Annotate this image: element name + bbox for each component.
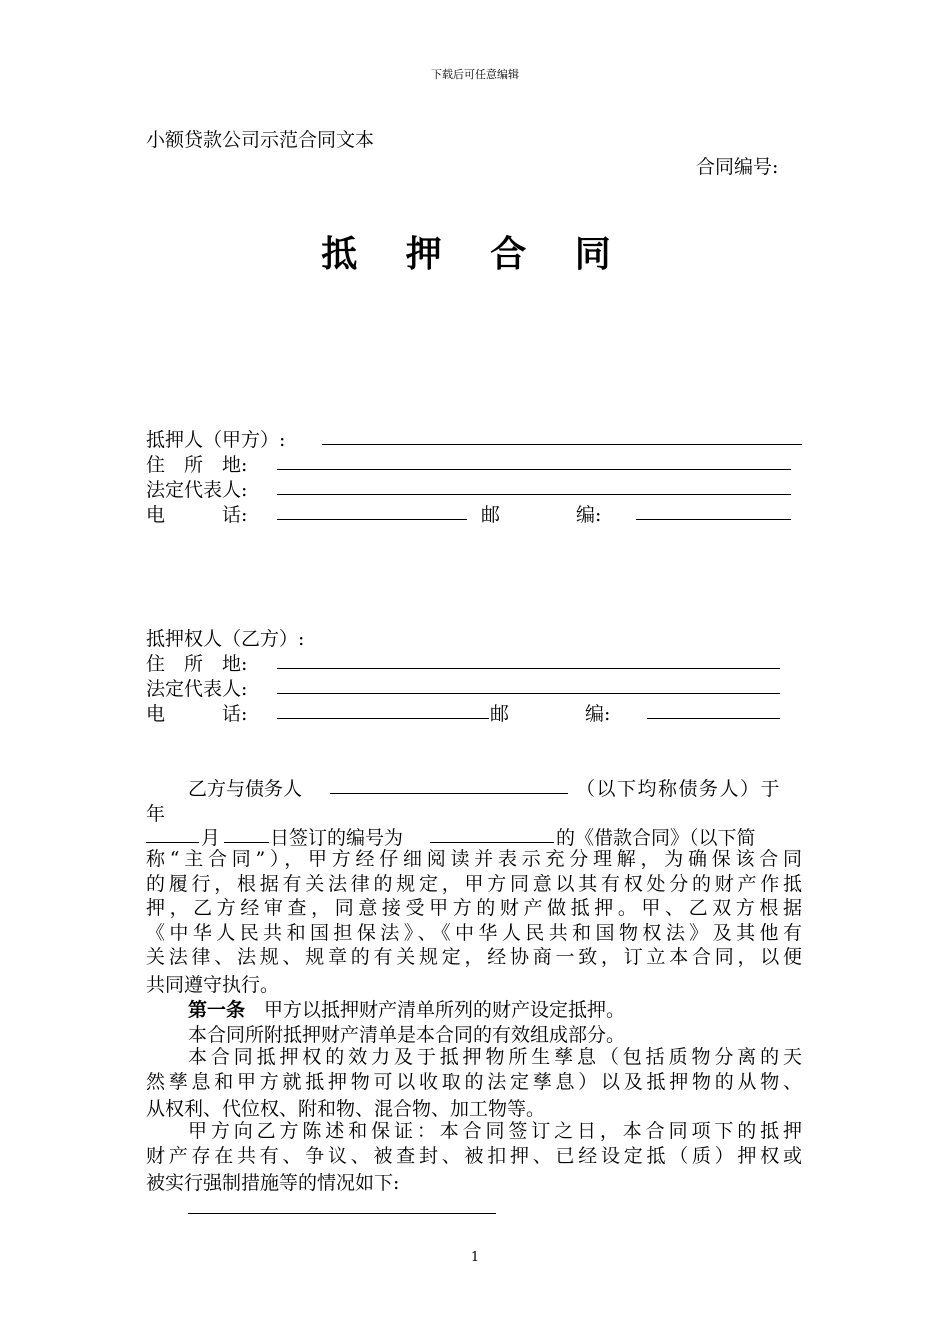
paragraph-3-last-line: 从权利、代位权、附和物、混合物、加工物等。	[146, 1098, 546, 1120]
party-a-postcode-label: 邮 编:	[481, 504, 602, 526]
loan-contract-number-field[interactable]	[430, 842, 554, 843]
party-b-phone-label: 电 话:	[146, 703, 248, 725]
paragraph-4-last-line: 被实行强制措施等的情况如下:	[146, 1172, 400, 1194]
paragraph-line: 《中华人民共和国担保法》、《中华人民共和国物权法》及其他有	[146, 921, 802, 944]
party-b-address-field[interactable]	[277, 668, 780, 669]
paragraph-line: 然孳息和甲方就抵押物可以收取的法定孳息）以及抵押物的从物、	[146, 1070, 802, 1093]
debtor-name-field[interactable]	[330, 793, 568, 794]
month-label: 月	[201, 827, 221, 849]
paragraph-line: 押，乙方经审查，同意接受甲方的财产做抵押。甲、乙双方根据	[146, 897, 802, 920]
month-field[interactable]	[146, 842, 199, 843]
page-number: 1	[470, 1250, 480, 1265]
party-a-phone-field[interactable]	[277, 519, 467, 520]
year-label: 年	[146, 803, 166, 825]
party-b-legal-rep-field[interactable]	[277, 693, 780, 694]
debtor-intro-text: 乙方与债务人	[188, 778, 303, 800]
document-title: 抵 押 合 同	[321, 234, 629, 275]
mortgagor-field[interactable]	[322, 444, 802, 445]
party-b-address-label: 住 所 地:	[146, 653, 248, 675]
paragraph-line: 称“主合同”），甲方经仔细阅读并表示充分理解，为确保该合同	[146, 848, 802, 870]
party-a-address-field[interactable]	[277, 469, 791, 470]
party-a-postcode-field[interactable]	[636, 519, 791, 520]
debtor-suffix-text: （以下均称债务人）于	[576, 778, 782, 800]
signed-number-text: 日签订的编号为	[270, 827, 404, 849]
article-1-text: 甲方以抵押财产清单所列的财产设定抵押。	[245, 999, 626, 1021]
paragraph-line: 关法律、法规、规章的有关规定，经协商一致，订立本合同，以便	[146, 946, 802, 969]
paragraph-1-last-line: 共同遵守执行。	[146, 974, 280, 996]
party-a-address-label: 住 所 地:	[146, 454, 248, 476]
paragraph-4	[146, 1119, 802, 1168]
article-1-label: 第一条	[188, 999, 246, 1021]
party-a-phone-label: 电 话:	[146, 504, 248, 526]
encumbrance-details-field[interactable]	[188, 1213, 496, 1214]
paragraph-1-body	[146, 847, 802, 970]
paragraph-line: 的履行，根据有关法律的规定，甲方同意以其有权处分的财产作抵	[146, 872, 802, 895]
paragraph-3	[146, 1045, 802, 1094]
article-1	[188, 995, 625, 1022]
paragraph-line: 财产存在共有、争议、被查封、被扣押、已经设定抵（质）押权或	[146, 1144, 802, 1167]
paragraph-line: 甲方向乙方陈述和保证：本合同签订之日，本合同项下的抵押	[188, 1120, 802, 1142]
contract-number-label: 合同编号:	[696, 156, 779, 178]
party-b-postcode-field[interactable]	[647, 718, 780, 719]
party-b-legal-rep-label: 法定代表人:	[146, 678, 248, 700]
mortgagor-label: 抵押人（甲方）:	[146, 429, 286, 451]
day-field[interactable]	[224, 842, 269, 843]
paragraph-2: 本合同所附抵押财产清单是本合同的有效组成部分。	[188, 1024, 626, 1046]
party-b-phone-field[interactable]	[277, 718, 489, 719]
paragraph-line: 本合同抵押权的效力及于抵押物所生孳息（包括质物分离的天	[188, 1046, 802, 1068]
party-a-legal-rep-field[interactable]	[277, 494, 791, 495]
mortgagee-label: 抵押权人（乙方）:	[146, 628, 305, 650]
party-a-legal-rep-label: 法定代表人:	[146, 479, 248, 501]
header-note: 下载后可任意编辑	[431, 68, 519, 81]
document-type-label: 小额贷款公司示范合同文本	[146, 129, 375, 151]
loan-contract-text: 的《借款合同》（以下简	[556, 827, 756, 849]
party-b-postcode-label: 邮 编:	[490, 703, 611, 725]
